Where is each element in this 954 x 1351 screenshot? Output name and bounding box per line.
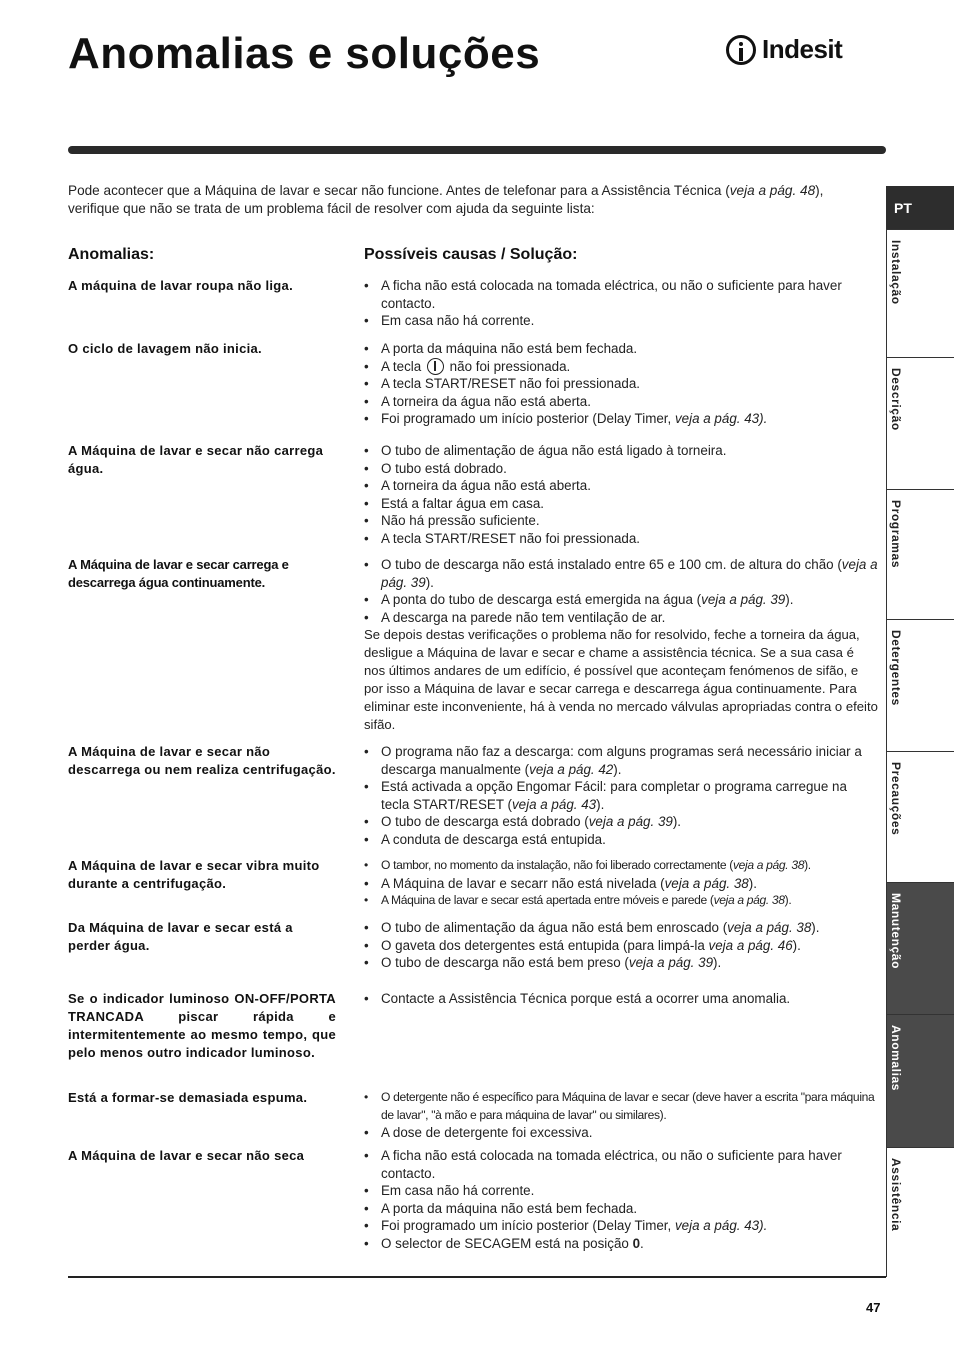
page-number: 47 [866, 1300, 881, 1315]
tab-descricao[interactable]: Descrição [886, 357, 954, 489]
brand-wordmark: Indesit [762, 34, 843, 64]
solution-list [364, 990, 878, 1008]
solution-item: • O tambor, no momento da instalação, não foi liberado correctamente (veja a pág. 38). [364, 857, 878, 875]
solution-item: • Foi programado um início posterior (Delay Timer, veja a pág. 43). [364, 410, 878, 428]
solution-item: • A conduta de descarga está entupida. [364, 831, 878, 849]
solution-list [364, 442, 878, 548]
column-heading-anomalies: Anomalias: [68, 246, 155, 263]
power-key-icon [427, 358, 444, 375]
solution-item: • O selector de SECAGEM está na posição 0. [364, 1235, 878, 1253]
solution-list [364, 1089, 878, 1142]
solution-item: • A ficha não está colocada na tomada eléctrica, ou não o suficiente para haver contacto. [364, 277, 878, 312]
solution-list [364, 919, 878, 972]
anomaly-title: Da Máquina de lavar e secar está a perder água. [68, 920, 293, 953]
anomaly-title: A Máquina de lavar e secar carrega e descarrega água continuamente. [68, 557, 289, 590]
brand-logo [726, 34, 842, 65]
solution-item: • Não há pressão suficiente. [364, 512, 878, 530]
solution-item: • Em casa não há corrente. [364, 1182, 878, 1200]
solution-item: • O programa não faz a descarga: com alguns programas será necessário iniciar a descarga manualmente (veja a pág. 42). [364, 743, 878, 778]
solution-item: • A descarga na parede não tem ventilação de ar. [364, 609, 878, 627]
solution-item: • A ficha não está colocada na tomada eléctrica, ou não o suficiente para haver contacto. [364, 1147, 878, 1182]
solution-list [364, 1147, 878, 1253]
solution-item: • O tubo de alimentação da água não está bem enroscado (veja a pág. 38). [364, 919, 878, 937]
anomaly-title: A Máquina de lavar e secar não seca [68, 1148, 305, 1163]
solution-list [364, 556, 878, 734]
tab-assistencia[interactable]: Assistência [886, 1147, 954, 1277]
column-heading-causes: Possíveis causas / Solução: [364, 246, 578, 263]
solution-item: • Contacte a Assistência Técnica porque está a ocorrer uma anomalia. [364, 990, 878, 1008]
tab-programas[interactable]: Programas [886, 489, 954, 619]
solution-item: • A porta da máquina não está bem fechada. [364, 1200, 878, 1218]
solution-item: • O detergente não é específico para Máquina de lavar e secar (deve haver a escrita "para máquina de lavar", "à mão e para máquina de lavar" ou similares). [364, 1089, 878, 1124]
solution-item: • Em casa não há corrente. [364, 312, 878, 330]
solution-item: • O tubo de descarga não está bem preso (veja a pág. 39). [364, 954, 878, 972]
solution-item: • A ponta do tubo de descarga está emergida na água (veja a pág. 39). [364, 591, 878, 609]
solution-item: • Está activada a opção Engomar Fácil: para completar o programa carregue na tecla START/RESET (veja a pág. 43). [364, 778, 878, 813]
solution-item: • A tecla START/RESET não foi pressionada. [364, 375, 878, 393]
anomaly-title: Se o indicador luminoso ON-OFF/PORTA TRANCADA piscar rápida e intermitentemente ao mesmo tempo, que pelo menos outro indicador luminoso. [68, 991, 336, 1060]
solution-item: • A torneira da água não está aberta. [364, 393, 878, 411]
footer-divider [68, 1276, 886, 1278]
intro-paragraph: Pode acontecer que a Máquina de lavar e secar não funcione. Antes de telefonar para a Assistência Técnica (veja a pág. 48), verifique que não se trata de um problema fácil de resolver com ajuda da seguinte lista: [68, 183, 824, 216]
solution-item: • O gaveta dos detergentes está entupida (para limpá-la veja a pág. 46). [364, 937, 878, 955]
solution-item: • O tubo de alimentação de água não está ligado à torneira. [364, 442, 878, 460]
solution-list [364, 340, 878, 428]
solution-item: • O tubo de descarga está dobrado (veja a pág. 39). [364, 813, 878, 831]
anomaly-title: A Máquina de lavar e secar vibra muito durante a centrifugação. [68, 858, 320, 891]
brand-mark-icon [726, 35, 756, 65]
anomaly-title: O ciclo de lavagem não inicia. [68, 341, 262, 356]
anomaly-title: Está a formar-se demasiada espuma. [68, 1090, 308, 1105]
header-divider [68, 146, 886, 154]
tab-instalacao[interactable]: Instalação [886, 229, 954, 357]
page-title: Anomalias e soluções [68, 29, 541, 78]
section-sidebar [886, 186, 954, 1277]
page-reference: veja a pág. 48 [729, 183, 816, 198]
solution-list [364, 743, 878, 849]
solution-item: • A tecla não foi pressionada. [364, 358, 878, 376]
solution-item: • A Máquina de lavar e secarr não está nivelada (veja a pág. 38). [364, 875, 878, 893]
tab-precaucoes[interactable]: Precauções [886, 751, 954, 882]
solution-item: • A dose de detergente foi excessiva. [364, 1124, 878, 1142]
solution-item: • O tubo está dobrado. [364, 460, 878, 478]
anomaly-title: A máquina de lavar roupa não liga. [68, 278, 293, 293]
language-tab[interactable]: PT [886, 186, 954, 229]
anomaly-title: A Máquina de lavar e secar não descarrega ou nem realiza centrifugação. [68, 744, 336, 777]
solution-item: • O tubo de descarga não está instalado entre 65 e 100 cm. de altura do chão (veja a pág. 39). [364, 556, 878, 591]
solution-list [364, 857, 878, 910]
solution-item: • A Máquina de lavar e secar está apertada entre móveis e parede (veja a pág. 38). [364, 892, 878, 910]
solution-item: • A torneira da água não está aberta. [364, 477, 878, 495]
tab-manutencao[interactable]: Manutenção [886, 882, 954, 1014]
tab-detergentes[interactable]: Detergentes [886, 619, 954, 751]
solution-note: Se depois destas verificações o problema não for resolvido, feche a torneira da água, desligue a Máquina de lavar e secar e chame a assistência técnica. Se a sua casa é nos últimos andares de um edifício, é possível que aconteçam fenómenos de sifão, e por isso a Máquina de lavar e secar carrega e descarrega água continuamente. Para eliminar este inconveniente, há à venda no mercado válvulas apropriadas contra o efeito sifão. [364, 627, 878, 733]
tab-anomalias[interactable]: Anomalias [886, 1014, 954, 1147]
anomaly-title: A Máquina de lavar e secar não carrega água. [68, 443, 324, 476]
solution-item: • Está a faltar água em casa. [364, 495, 878, 513]
solution-item: • A tecla START/RESET não foi pressionada. [364, 530, 878, 548]
solution-list [364, 277, 878, 330]
solution-item: • Foi programado um início posterior (Delay Timer, veja a pág. 43). [364, 1217, 878, 1235]
solution-item: • A porta da máquina não está bem fechada. [364, 340, 878, 358]
